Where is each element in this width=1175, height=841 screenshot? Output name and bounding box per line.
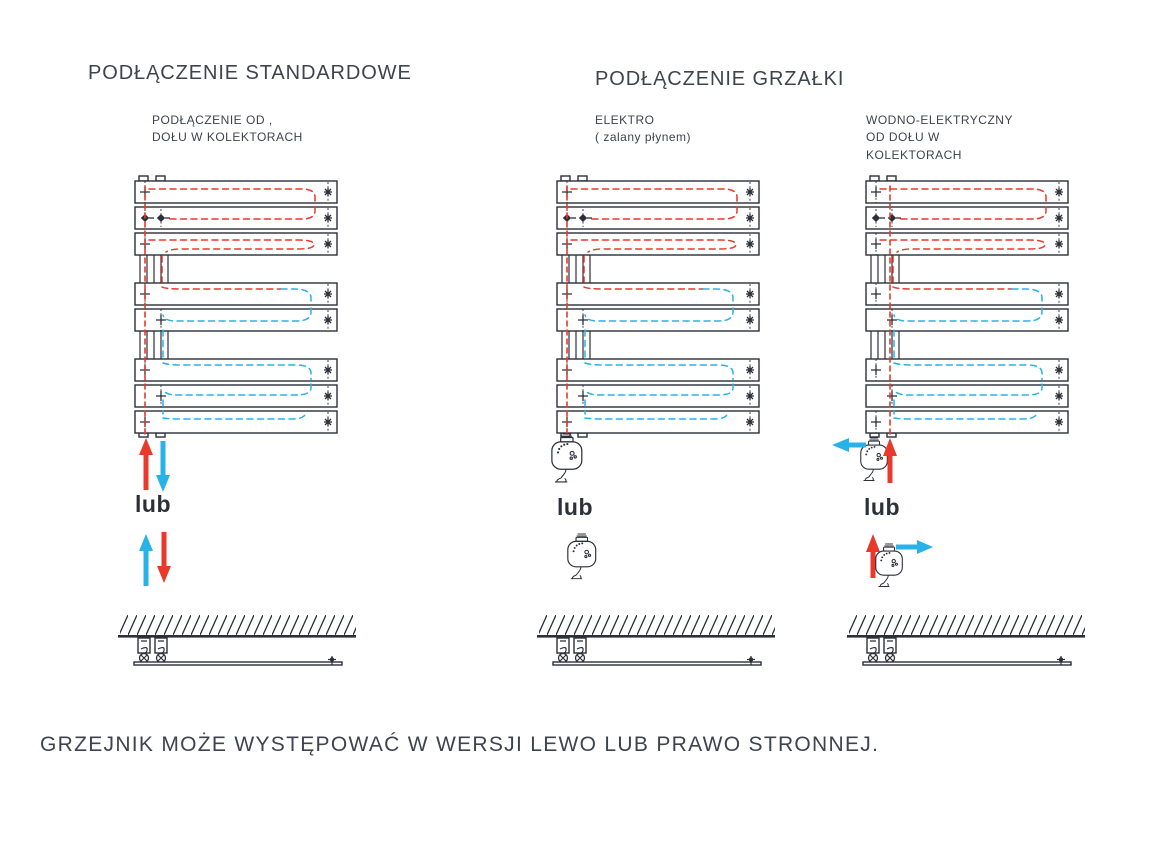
footer-note: GRZEJNIK MOŻE WYSTĘPOWAĆ W WERSJI LEWO LUB PRAWO STRONNEJ. xyxy=(40,733,880,756)
wall-mount-diagram-2 xyxy=(537,615,775,665)
or-label-2: lub xyxy=(557,494,593,520)
radiator-water-electric xyxy=(866,176,1068,437)
heater-element-icon-attached xyxy=(552,434,582,482)
or-label-1: lub xyxy=(135,491,171,517)
label-line: PODŁĄCZENIE OD , xyxy=(152,113,273,127)
section-title-standard: PODŁĄCZENIE STANDARDOWE xyxy=(88,62,412,84)
or-label-3: lub xyxy=(864,494,900,520)
heater-element-icon-alt xyxy=(568,534,596,579)
column-label-electric xyxy=(595,112,691,147)
water-electric-config-b xyxy=(866,534,933,587)
wall-mount-diagram-3 xyxy=(847,615,1085,665)
radiator-electric xyxy=(557,176,759,437)
label-line: WODNO-ELEKTRYCZNY xyxy=(866,113,1013,127)
label-line: DOŁU W KOLEKTORACH xyxy=(152,130,303,145)
water-electric-config-a xyxy=(832,438,897,483)
section-title-heater: PODŁĄCZENIE GRZAŁKI xyxy=(595,68,845,90)
label-line: ELEKTRO xyxy=(595,113,655,127)
column-label-water-electric xyxy=(866,112,1013,164)
label-line: OD DOŁU W xyxy=(866,130,940,145)
radiator-standard xyxy=(135,176,337,437)
column-label-standard xyxy=(152,112,303,147)
label-line: ( zalany płynem) xyxy=(595,130,692,145)
heater-element-icon xyxy=(876,544,903,587)
flow-arrows-standard-a xyxy=(139,438,170,492)
flow-arrows-standard-b xyxy=(139,532,171,586)
label-line: KOLEKTORACH xyxy=(866,147,962,162)
wall-mount-diagram-1 xyxy=(118,615,356,665)
